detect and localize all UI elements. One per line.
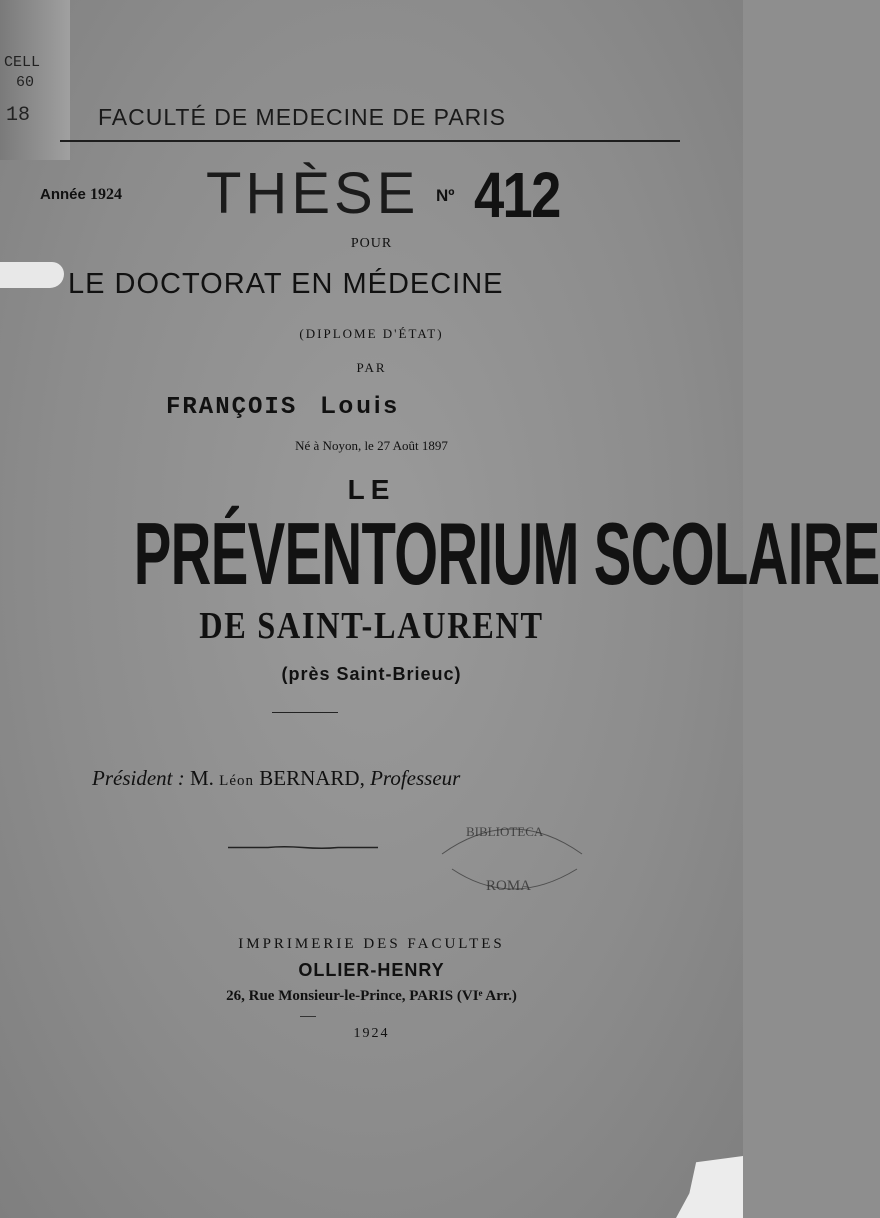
ornament-rule xyxy=(228,846,378,849)
par-line: PAR xyxy=(356,360,387,375)
thesis-number: 412 xyxy=(474,159,560,231)
header-rule xyxy=(60,140,680,142)
spine-strip xyxy=(0,0,70,160)
president-title: Professeur xyxy=(370,766,461,790)
imprint-line: IMPRIMERIE DES FACULTES xyxy=(238,936,505,952)
author-birth: Né à Noyon, le 27 Août 1897 xyxy=(295,438,448,453)
stamp-top-text: BIBLIOTECA xyxy=(466,824,544,839)
spine-label-1: CELL xyxy=(4,54,41,71)
year-label: Année xyxy=(40,186,86,203)
year-line xyxy=(40,186,122,204)
imprint-year: 1924 xyxy=(353,1026,390,1041)
torn-corner xyxy=(676,1156,743,1218)
torn-paper-tab xyxy=(0,262,64,288)
stamp-bottom-text: ROMA xyxy=(486,878,532,894)
president-label: Président : xyxy=(92,766,185,790)
printer-address: 26, Rue Monsieur-le-Prince, PARIS (VIᵉ Arr.) xyxy=(226,988,517,1004)
diploma-line: (DIPLOME D'ÉTAT) xyxy=(299,326,444,341)
pour-line: POUR xyxy=(350,236,393,251)
author-name xyxy=(166,392,400,421)
subject-subtitle: DE SAINT-LAURENT xyxy=(199,605,544,647)
year-value: 1924 xyxy=(90,186,123,203)
printer-name: OLLIER-HENRY xyxy=(298,960,445,980)
faculty-heading: FACULTÉ DE MEDECINE DE PARIS xyxy=(98,104,506,130)
author-surname: FRANÇOIS xyxy=(166,394,298,421)
subject-location: (près Saint-Brieuc) xyxy=(281,664,462,684)
library-stamp xyxy=(432,814,592,904)
number-label: Nº xyxy=(436,186,455,205)
spine-label-2: 60 xyxy=(16,74,35,91)
president-surname: BERNARD, xyxy=(259,766,365,790)
author-given-name: Louis xyxy=(320,392,400,419)
president-prefix: M. xyxy=(189,766,214,790)
short-divider xyxy=(272,712,338,713)
tiny-divider xyxy=(300,1016,316,1017)
subject-article: LE xyxy=(347,474,396,505)
subject-main-title: PRÉVENTORIUM SCOLAIRE xyxy=(133,504,880,603)
thesis-title: THÈSE xyxy=(206,161,420,226)
president-given-name: Léon xyxy=(219,773,254,789)
president-line xyxy=(92,766,460,791)
degree-line: LE DOCTORAT EN MÉDECINE xyxy=(68,268,504,300)
spine-label-3: 18 xyxy=(6,104,31,127)
